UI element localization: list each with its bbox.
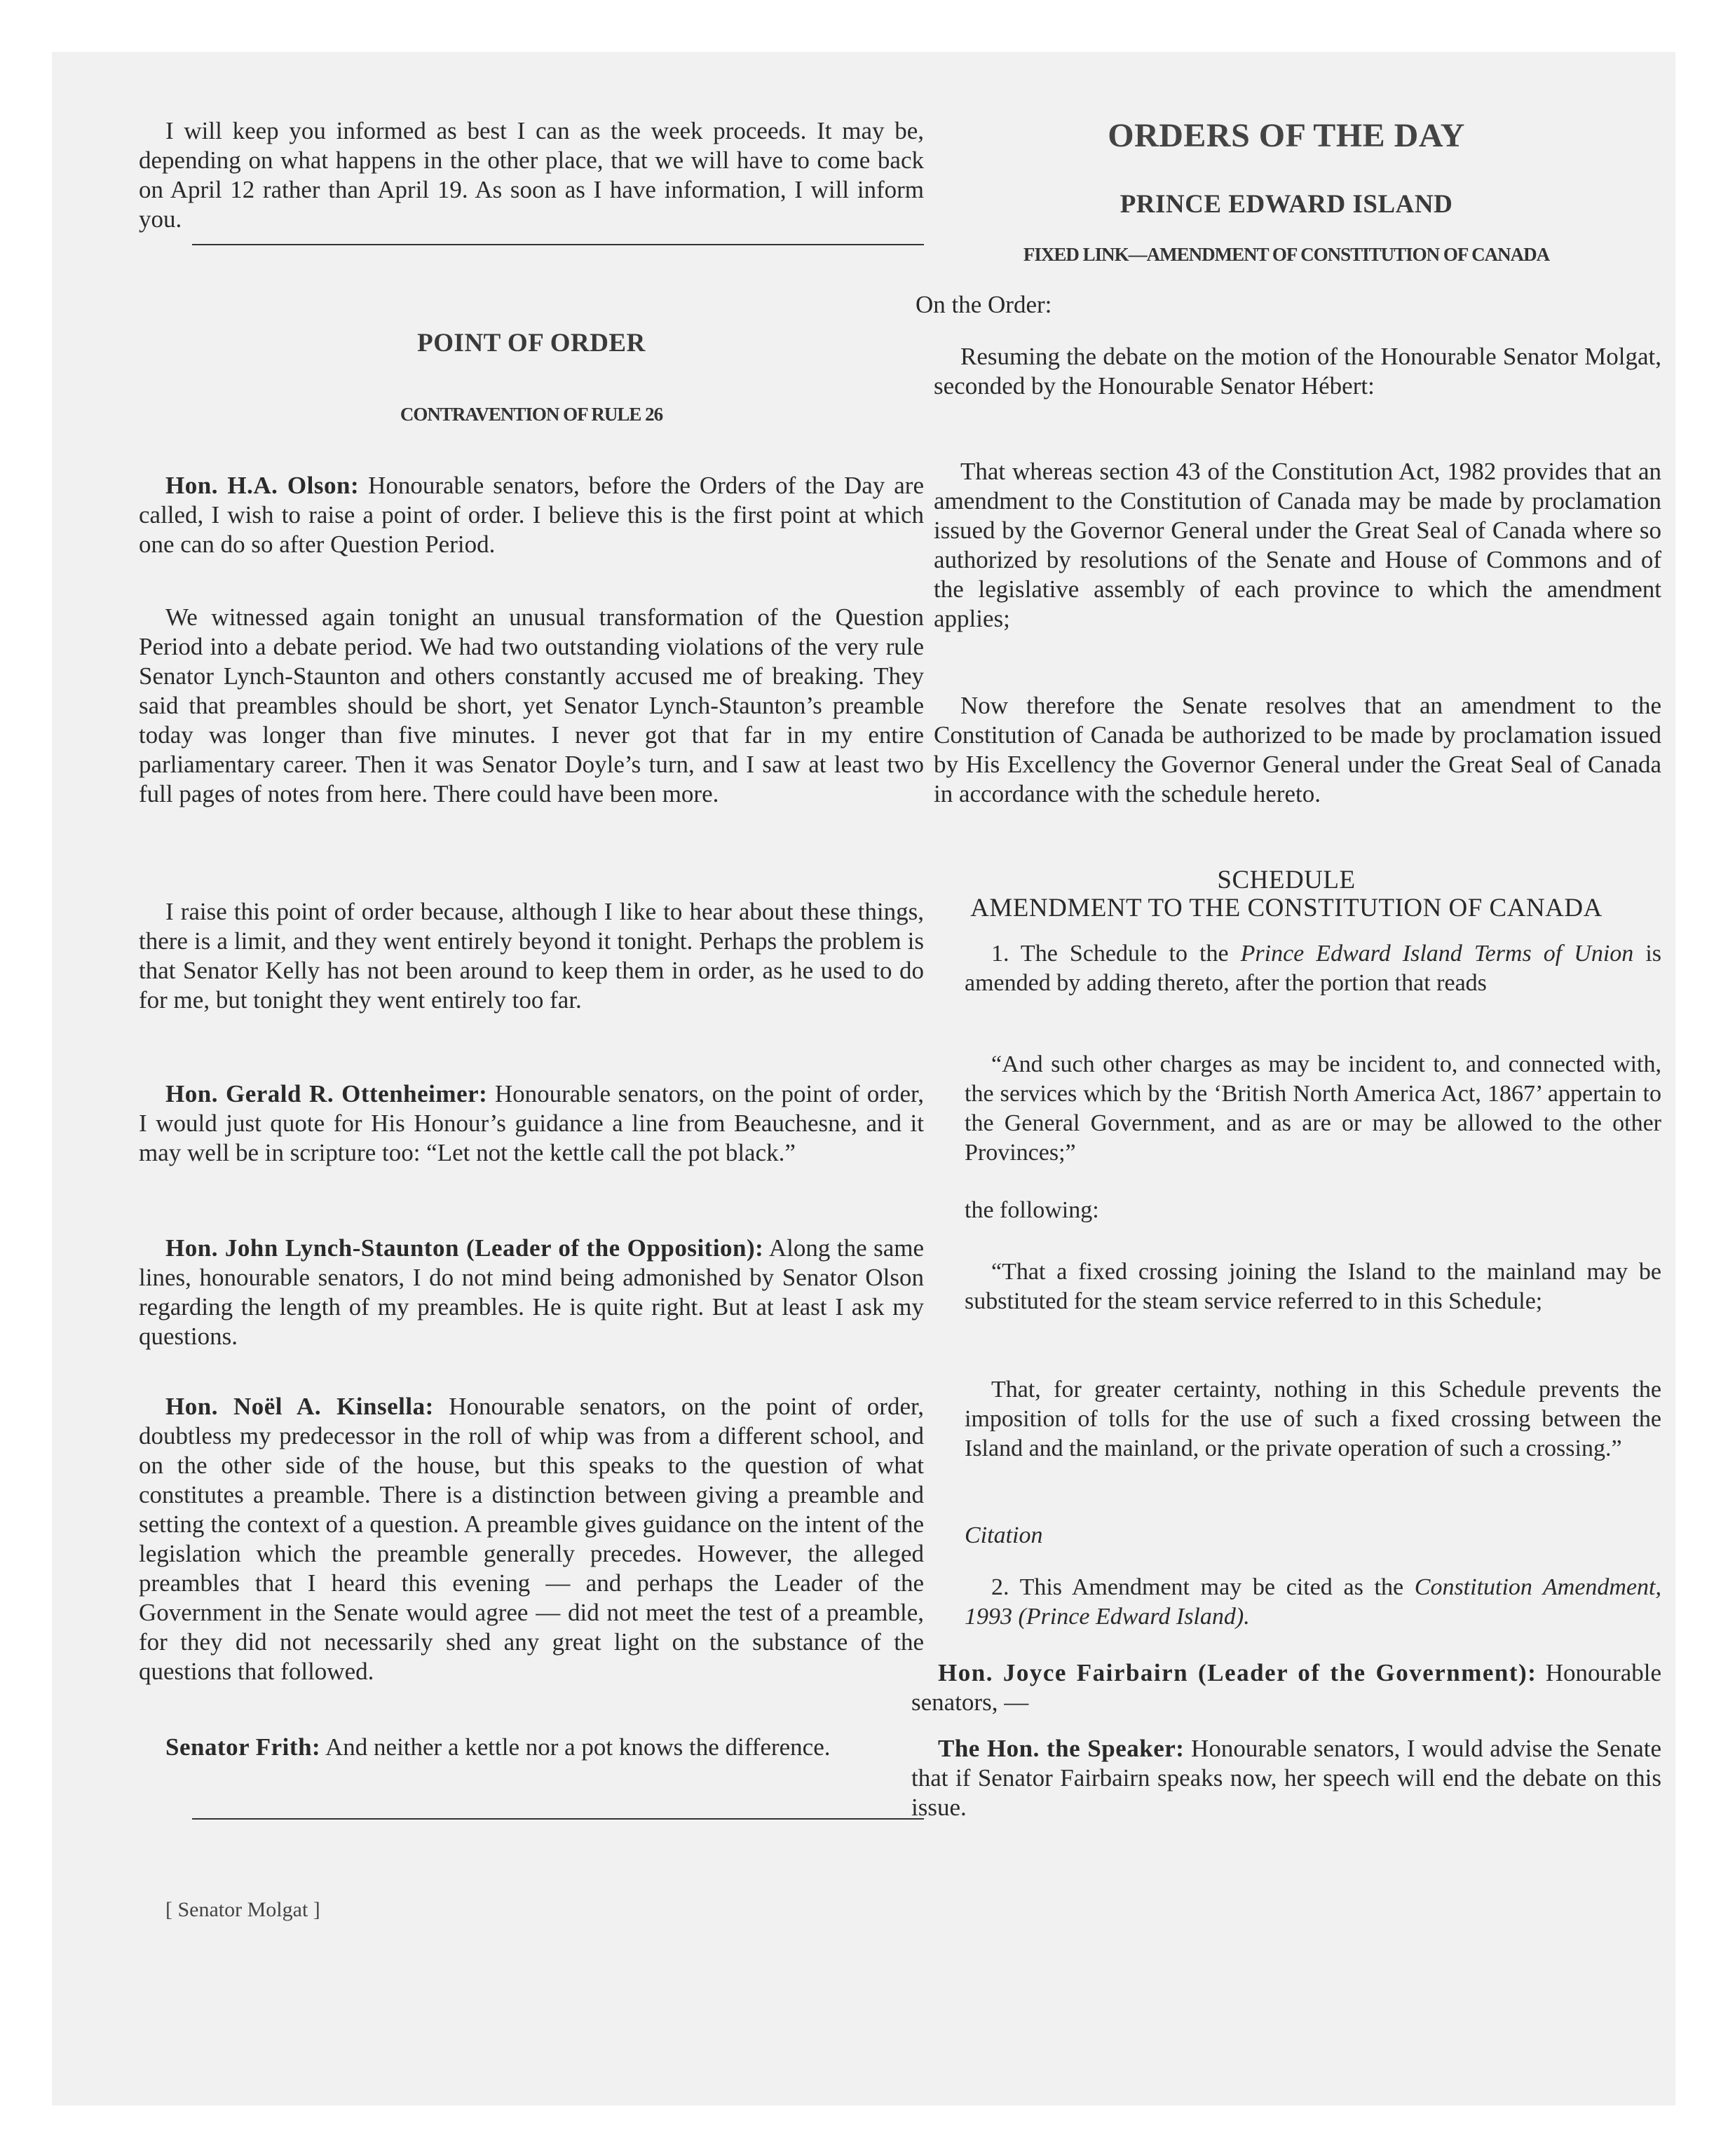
citation-label: Citation xyxy=(965,1522,1043,1548)
ottenheimer-paragraph xyxy=(139,1079,924,1168)
lynch-staunton-text: Along the same lines, honourable senators, I do not mind being admonished by Senator Olson regarding the length of my preambles. He is quite right. But at least I ask my questions. xyxy=(139,1234,924,1350)
speaker-paragraph xyxy=(911,1734,1661,1822)
speaker-the-speaker: The Hon. the Speaker: xyxy=(938,1735,1185,1762)
intro-paragraph: I will keep you informed as best I can as the week proceeds. It may be, depending on what happens in the other place, that we will have to come back on April 12 rather than April 19. As soon as I have information, I will inform you. xyxy=(139,117,924,233)
lynch-staunton-paragraph xyxy=(139,1234,924,1351)
schedule-item-1: 1. The Schedule to the Prince Edward Island Terms of Union is amended by adding thereto, after the portion that reads xyxy=(965,941,1662,996)
terms-of-union-title: Prince Edward Island Terms of Union xyxy=(1240,941,1634,967)
schedule-title: SCHEDULE xyxy=(1217,866,1356,894)
point-of-order-heading: POINT OF ORDER xyxy=(417,329,646,357)
frith-text: And neither a kettle nor a pot knows the difference. xyxy=(320,1733,831,1761)
speaker-ottenheimer: Hon. Gerald R. Ottenheimer: xyxy=(165,1080,488,1107)
amendment-citation: Constitution Amendment, 1993 (Prince Edward Island). xyxy=(965,1574,1662,1630)
the-speaker-text: Honourable senators, I would advise the Senate that if Senator Fairbairn speaks now, her speech will end the debate on this issue. xyxy=(911,1735,1661,1821)
quote-1: “And such other charges as may be incident to, and connected with, the services which by the ‘British North America Act, 1867’ appertain to the General Government, and as are or may be allowed to the other Provinces;” xyxy=(965,1051,1661,1166)
speaker-olson: Hon. H.A. Olson: xyxy=(165,472,360,499)
resuming-paragraph: Resuming the debate on the motion of the Honourable Senator Molgat, seconded by the Honourable Senator Hébert: xyxy=(934,343,1661,400)
olson-paragraph-3: I raise this point of order because, although I like to hear about these things, there is a limit, and they went entirely beyond it tonight. Perhaps the problem is that Senator Kelly has not been around to keep them in order, as he used to do for me, but tonight they went entirely too far. xyxy=(139,898,924,1014)
rule-26-subheading: CONTRAVENTION OF RULE 26 xyxy=(400,404,663,425)
olson-paragraph xyxy=(139,471,924,559)
pei-heading: PRINCE EDWARD ISLAND xyxy=(1120,190,1453,219)
section-divider-bottom xyxy=(192,1818,924,1820)
fairbairn-paragraph xyxy=(911,1658,1661,1717)
speaker-frith: Senator Frith: xyxy=(165,1733,321,1761)
now-therefore-paragraph: Now therefore the Senate resolves that an amendment to the Constitution of Canada be authorized to be made by proclamation issued by His Excellency the Governor General under the Great Seal of Canada in accordance with the schedule hereto. xyxy=(934,692,1661,807)
olson-paragraph-2: We witnessed again tonight an unusual transformation of the Question Period into a debate period. We had two outstanding violations of the very rule Senator Lynch-Staunton and others constantly accused me of breaking. They said that preambles should be short, yet Senator Lynch-Staunton’s preamble today was longer than five minutes. I never got that far in my entire parliamentary career. Then it was Senator Doyle’s turn, and I saw at least two full pages of notes from here. There could have been more. xyxy=(139,603,924,807)
whereas-paragraph: That whereas section 43 of the Constitution Act, 1982 provides that an amendment to the Constitution of Canada may be made by proclamation issued by the Governor General under the Great Seal of Canada where so authorized by resolutions of the Senate and House of Commons and of the legislative assembly of each province to which the amendment applies; xyxy=(934,458,1661,632)
ottenheimer-text: Honourable senators, on the point of order, I would just quote for His Honour’s guidance a line from Beauchesne, and it may well be in scripture too: “Let not the kettle call the pot black.” xyxy=(139,1080,924,1166)
the-following: the following: xyxy=(965,1197,1099,1223)
kinsella-text: Honourable senators, on the point of order, doubtless my predecessor in the roll of whip was from a different school, and on the other side of the house, but this speaks to the question of what constitutes a preamble. There is a distinction between giving a preamble and setting the context of a question. A preamble gives guidance on the intent of the legislation which the preamble generally precedes. However, the alleged preambles that I heard this evening — and perhaps the Leader of the Government in the Senate would agree — did not meet the test of a preamble, for they did not necessarily shed any great light on the substance of the questions that followed. xyxy=(139,1393,924,1685)
orders-of-the-day-heading: ORDERS OF THE DAY xyxy=(1108,117,1465,154)
quote-2: “That a fixed crossing joining the Island to the mainland may be substituted for the steam service referred to in this Schedule; xyxy=(965,1259,1661,1314)
hansard-page xyxy=(52,52,1675,2106)
olson-text: Honourable senators, before the Orders of the Day are called, I wish to raise a point of order. I believe this is the first point at which one can do so after Question Period. xyxy=(139,472,924,558)
speaker-lynch-staunton: Hon. John Lynch-Staunton (Leader of the Opposition): xyxy=(165,1234,764,1262)
schedule-item-2: 2. This Amendment may be cited as the Constitution Amendment, 1993 (Prince Edward Island). xyxy=(965,1574,1662,1630)
schedule-subtitle: AMENDMENT TO THE CONSTITUTION OF CANADA xyxy=(970,894,1603,922)
fixed-link-subheading: FIXED LINK—AMENDMENT OF CONSTITUTION OF CANADA xyxy=(1023,244,1550,265)
section-divider xyxy=(192,244,924,245)
speaker-kinsella: Hon. Noël A. Kinsella: xyxy=(165,1393,434,1420)
page-footer: [ Senator Molgat ] xyxy=(165,1898,320,1921)
on-the-order: On the Order: xyxy=(916,291,1052,318)
frith-paragraph xyxy=(139,1733,924,1762)
speaker-fairbairn: Hon. Joyce Fairbairn (Leader of the Government): xyxy=(938,1659,1537,1686)
fairbairn-text: Honourable senators, — xyxy=(911,1659,1661,1716)
quote-3: That, for greater certainty, nothing in this Schedule prevents the imposition of tolls for the use of such a fixed crossing between the Island and the mainland, or the private operation of such a crossing.” xyxy=(965,1377,1661,1461)
kinsella-paragraph xyxy=(139,1392,924,1686)
